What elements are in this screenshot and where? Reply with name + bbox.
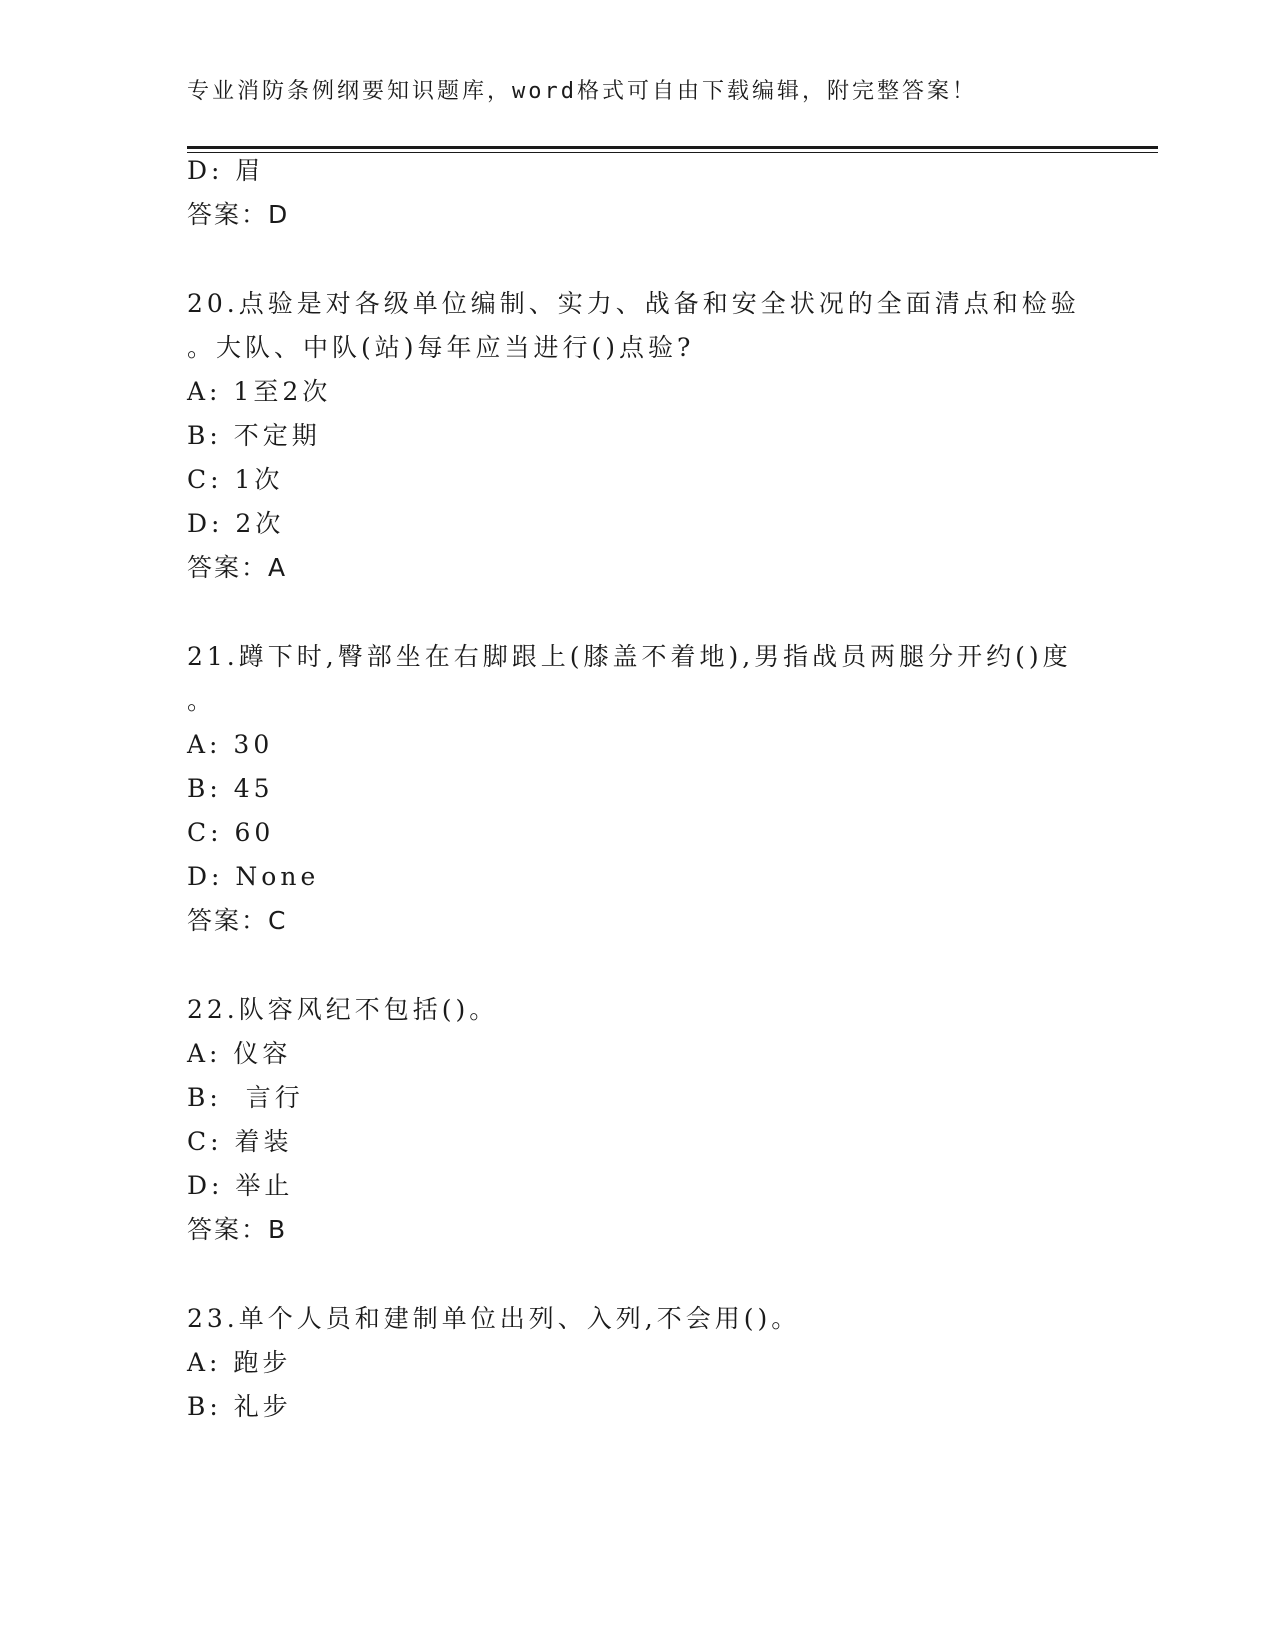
header-rule-thin [187,152,1158,153]
answer-q19: 答案：D [187,200,290,229]
option-c-q21: C: 60 [187,818,275,847]
answer-q22: 答案：B [187,1215,288,1244]
answer-q21: 答案：C [187,906,288,935]
header-rule-thick [187,146,1158,149]
option-d-q21: D: None [187,862,320,891]
option-c-q20: C: 1次 [187,465,284,494]
option-b-q20: B: 不定期 [187,421,321,450]
question-23-line1: 23.单个人员和建制单位出列、入列,不会用()。 [187,1304,801,1333]
option-d-q19: D: 眉 [187,156,265,185]
answer-q20: 答案：A [187,553,288,582]
option-a-q21: A: 30 [187,730,274,759]
option-d-q20: D: 2次 [187,509,285,538]
option-a-q20: A: 1至2次 [187,377,332,406]
question-22-line1: 22.队容风纪不包括()。 [187,995,499,1024]
option-a-q23: A: 跑步 [187,1348,292,1377]
option-a-q22: A: 仪容 [187,1039,292,1068]
option-d-q22: D: 举止 [187,1171,294,1200]
option-c-q22: C: 着装 [187,1127,293,1156]
option-b-q23: B: 礼步 [187,1392,292,1421]
question-20-line1: 20.点验是对各级单位编制、实力、战备和安全状况的全面清点和检验 [187,289,1080,318]
question-20-line2: 。大队、中队(站)每年应当进行()点验? [187,333,695,362]
question-21-line2: 。 [187,686,217,715]
option-b-q21: B: 45 [187,774,274,803]
option-b-q22: B: 言行 [187,1083,304,1112]
question-21-line1: 21.蹲下时,臀部坐在右脚跟上(膝盖不着地),男指战员两腿分开约()度 [187,642,1072,671]
document-header: 专业消防条例纲要知识题库，word格式可自由下载编辑，附完整答案！ [187,79,977,104]
